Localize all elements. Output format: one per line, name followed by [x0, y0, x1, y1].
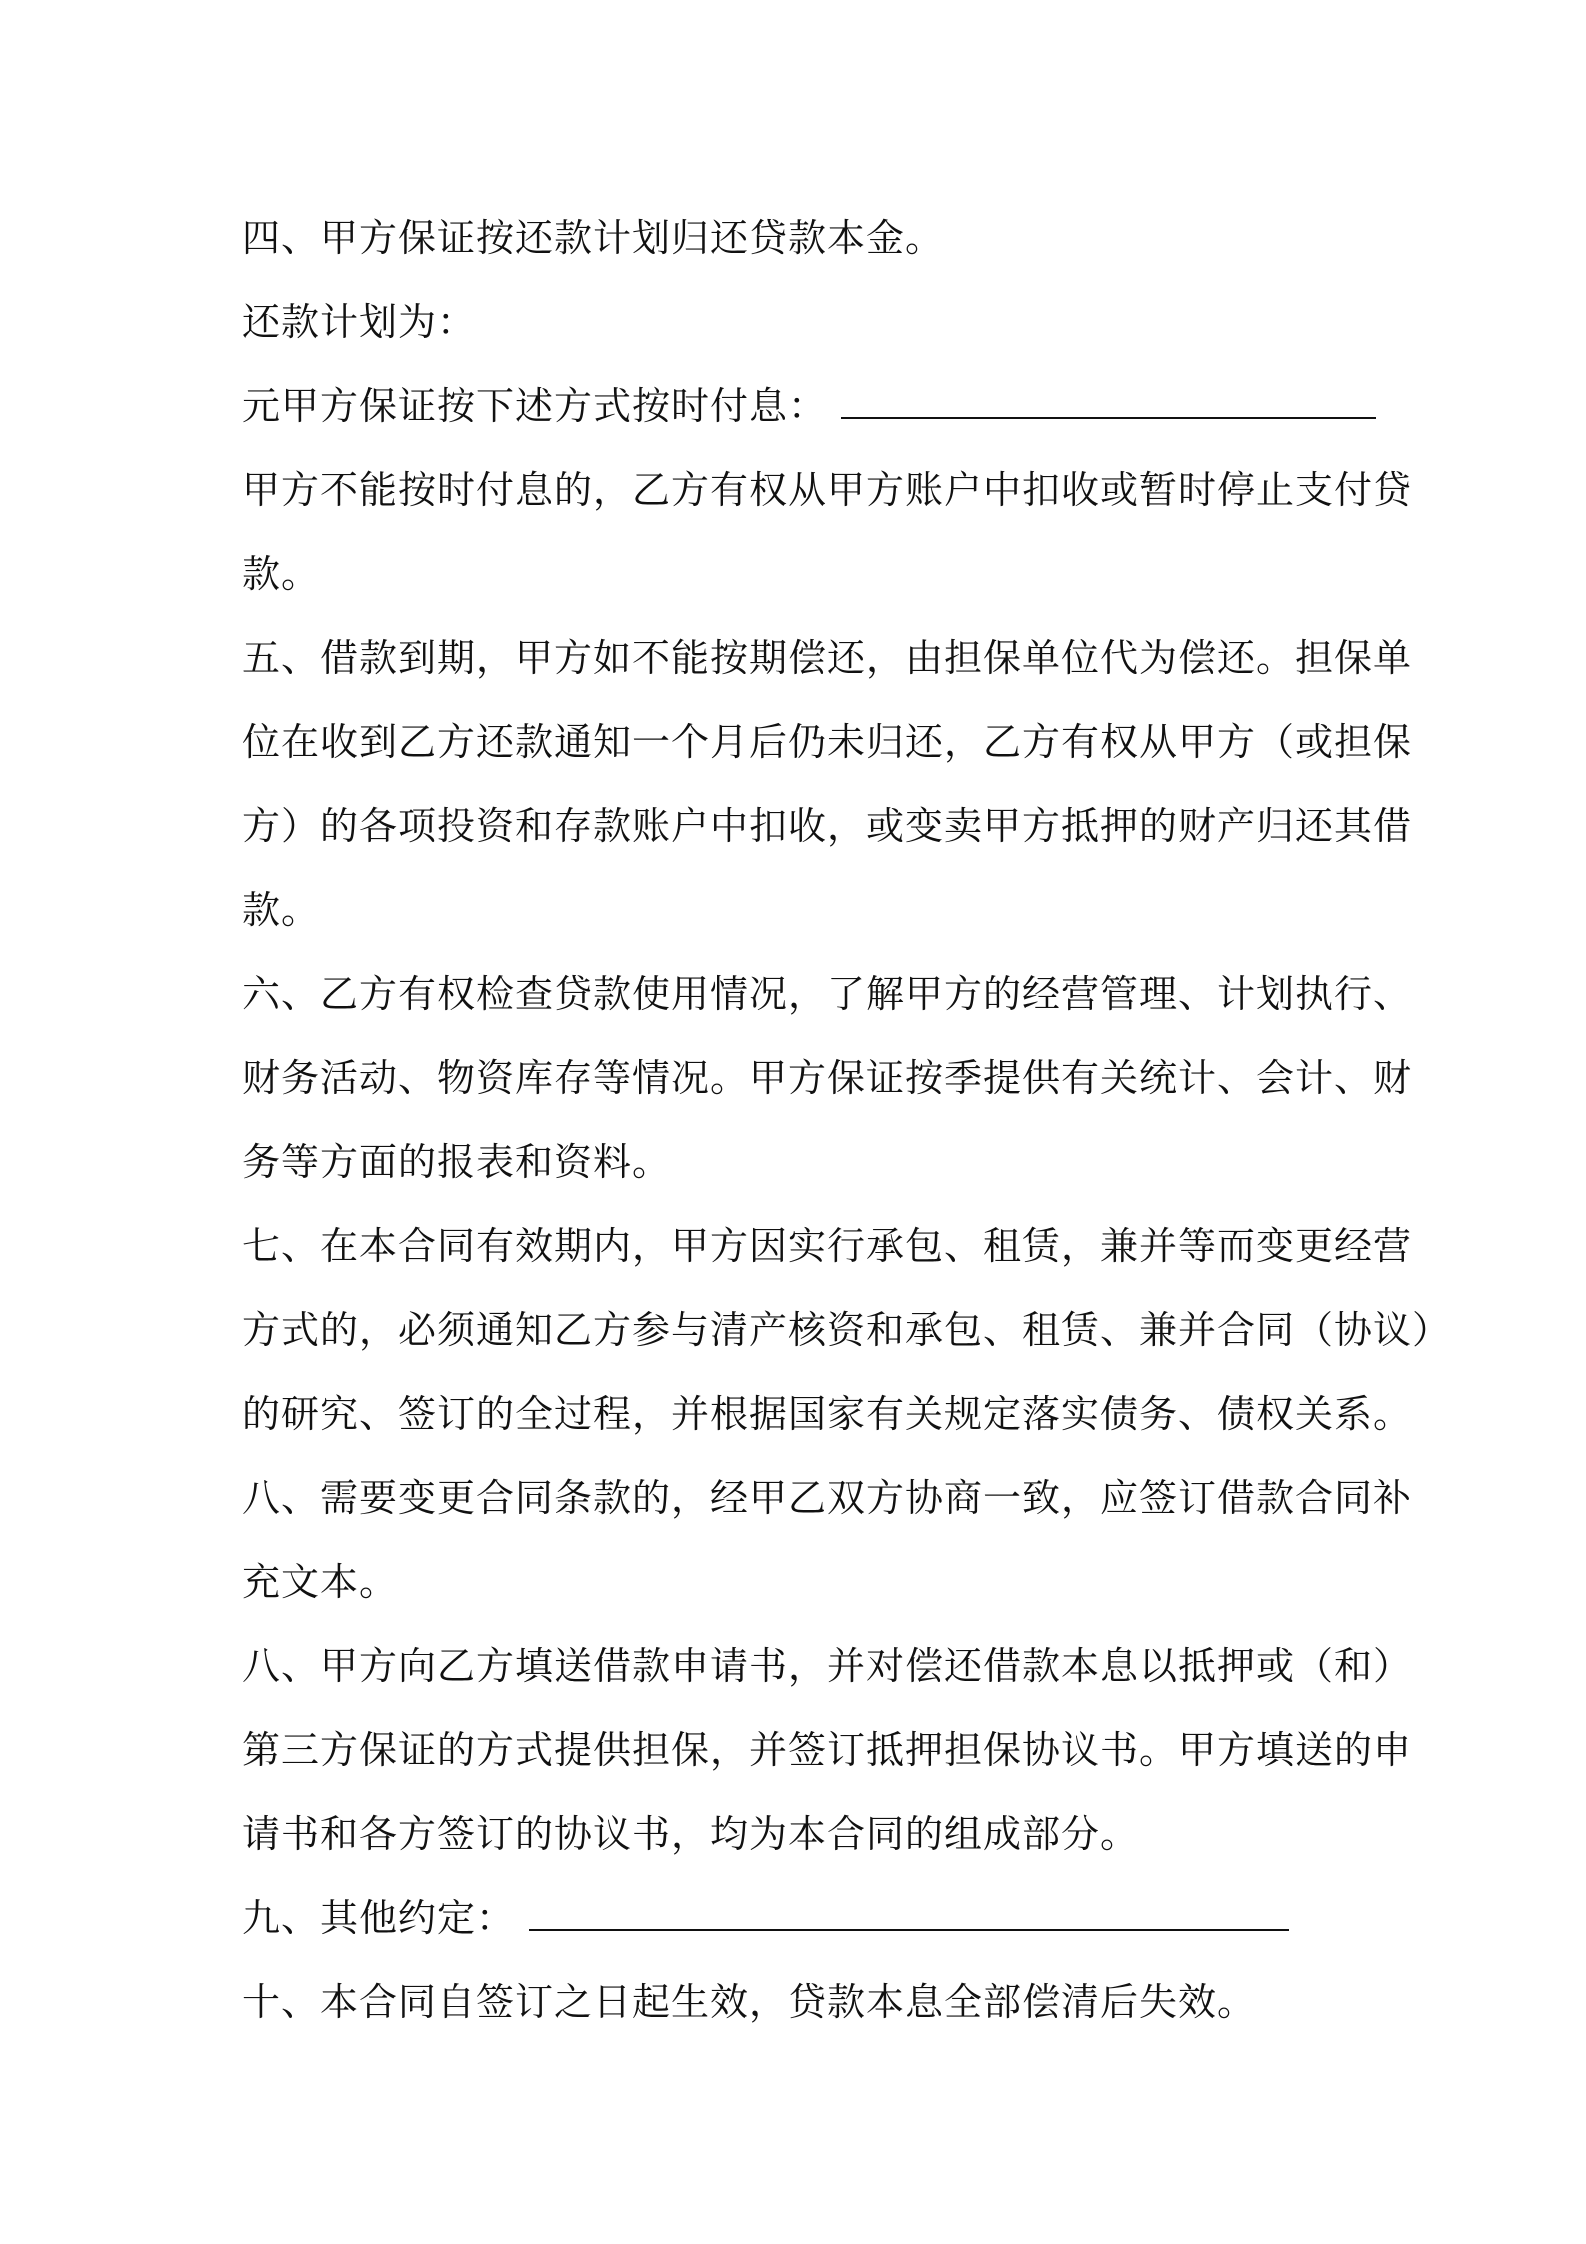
clause-10-line: 十、本合同自签订之日起生效，贷款本息全部偿清后失效。	[242, 1980, 1257, 2024]
interest-payment-label: 元甲方保证按下述方式按时付息：	[242, 384, 828, 428]
clause-6-line-1: 六、乙方有权检查贷款使用情况，了解甲方的经营管理、计划执行、	[242, 972, 1413, 1016]
interest-clause-line-1: 甲方不能按时付息的，乙方有权从甲方账户中扣收或暂时停止支付贷	[242, 468, 1413, 512]
other-agreement-blank	[529, 1901, 1289, 1931]
clause-8b-line-3: 请书和各方签订的协议书，均为本合同的组成部分。	[242, 1812, 1140, 1856]
interest-payment-line	[242, 364, 1362, 448]
clause-5-line-2: 位在收到乙方还款通知一个月后仍未归还，乙方有权从甲方（或担保	[242, 720, 1413, 764]
repayment-plan-label: 还款计划为：	[242, 300, 477, 344]
clause-7-line-1: 七、在本合同有效期内，甲方因实行承包、租赁，兼并等而变更经营	[242, 1224, 1413, 1268]
interest-payment-blank	[841, 389, 1376, 419]
clause-8b-line-2: 第三方保证的方式提供担保，并签订抵押担保协议书。甲方填送的申	[242, 1728, 1413, 1772]
clause-4-title: 四、甲方保证按还款计划归还贷款本金。	[242, 216, 945, 260]
clause-6-line-3: 务等方面的报表和资料。	[242, 1140, 672, 1184]
clause-5-line-3: 方）的各项投资和存款账户中扣收，或变卖甲方抵押的财产归还其借	[242, 804, 1413, 848]
clause-8b-line-1: 八、甲方向乙方填送借款申请书，并对偿还借款本息以抵押或（和）	[242, 1644, 1413, 1688]
clause-5-line-4: 款。	[242, 888, 321, 932]
clause-8a-line-2: 充文本。	[242, 1560, 399, 1604]
clause-8a-line-1: 八、需要变更合同条款的，经甲乙双方协商一致，应签订借款合同补	[242, 1476, 1413, 1520]
clause-5-line-1: 五、借款到期，甲方如不能按期偿还，由担保单位代为偿还。担保单	[242, 636, 1413, 680]
interest-clause-line-2: 款。	[242, 552, 321, 596]
clause-9-line	[242, 1876, 1362, 1960]
clause-7-line-2: 方式的，必须通知乙方参与清产核资和承包、租赁、兼并合同（协议）	[242, 1308, 1452, 1352]
clause-6-line-2: 财务活动、物资库存等情况。甲方保证按季提供有关统计、会计、财	[242, 1056, 1413, 1100]
clause-9-label: 九、其他约定：	[242, 1896, 516, 1940]
contract-body	[242, 196, 1452, 2044]
clause-7-line-3: 的研究、签订的全过程，并根据国家有关规定落实债务、债权关系。	[242, 1392, 1413, 1436]
